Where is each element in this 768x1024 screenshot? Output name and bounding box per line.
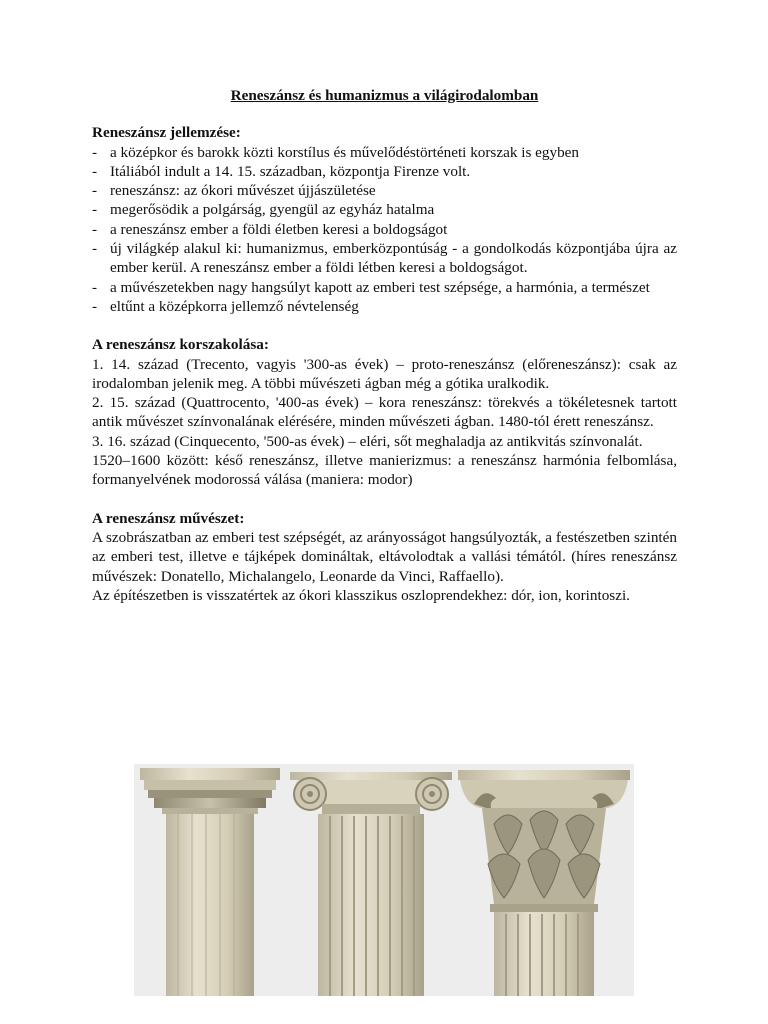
doric-column-icon — [140, 768, 280, 996]
paragraph: 2. 15. század (Quattrocento, '400-as évek) – kora reneszánsz: törekvés a tökéletesnek tartott antik művészet színvonalának elérésére, minden művészeti ágban. 1480-tól érett reneszánsz. — [92, 394, 677, 431]
corinthian-column-icon — [458, 770, 630, 996]
list-item: - a művészetekben nagy hangsúlyt kapott az emberi test szépsége, a harmónia, a természet — [92, 278, 677, 297]
list-item: - új világkép alakul ki: humanizmus, emberközpontúság - a gondolkodás központjába újra az ember kerül. A reneszánsz ember a földi létben keresi a boldogságot. — [92, 239, 677, 278]
section-heading-periods: A reneszánsz korszakolása: — [92, 336, 269, 354]
list-item: - a középkor és barokk közti korstílus és művelődéstörténeti korszak is egyben — [92, 143, 677, 162]
document-body — [92, 86, 677, 605]
list-item: - reneszánsz: az ókori művészet újjászületése — [92, 181, 677, 200]
paragraph: A szobrászatban az emberi test szépségét, az arányosságot hangsúlyozták, a festészetben szintén az emberi test, illetve e tájképek domináltak, eltávolodtak a vallási témától. (híres reneszánsz művészek: Donatello, Michalangelo, Leonarde da Vinci, Raffaello). — [92, 528, 677, 585]
paragraph: 1. 14. század (Trecento, vagyis '300-as évek) – proto-reneszánsz (előreneszánsz): csak az irodalomban jelenik meg. A többi művészeti ágban még a gótika uralkodik. — [92, 355, 677, 392]
list-item: - eltűnt a középkorra jellemző névtelenség — [92, 297, 677, 316]
section-heading-characteristics: Reneszánsz jellemzése: — [92, 124, 241, 142]
characteristics-list — [92, 143, 677, 317]
paragraph: 1520–1600 között: késő reneszánsz, illetve manierizmus: a reneszánsz harmónia felbomlása, formanyelvének modorossá válása (maniera: modor) — [92, 452, 677, 489]
ionic-column-icon — [290, 772, 452, 996]
list-item: - megerősödik a polgárság, gyengül az egyház hatalma — [92, 200, 677, 219]
paragraph: Az építészetben is visszatértek az ókori klasszikus oszloprendekhez: dór, ion, korintoszi. — [92, 586, 630, 604]
page-title: Reneszánsz és humanizmus a világirodalomban — [230, 87, 539, 104]
list-item: - Itáliából indult a 14. 15. században, központja Firenze volt. — [92, 162, 677, 181]
section-heading-art: A reneszánsz művészet: — [92, 509, 245, 527]
paragraph: 3. 16. század (Cinquecento, '500-as évek) – eléri, sőt meghaladja az antikvitás színvonalát. — [92, 432, 643, 450]
column-orders-figure — [134, 764, 634, 996]
list-item: - a reneszánsz ember a földi életben keresi a boldogságot — [92, 220, 677, 239]
